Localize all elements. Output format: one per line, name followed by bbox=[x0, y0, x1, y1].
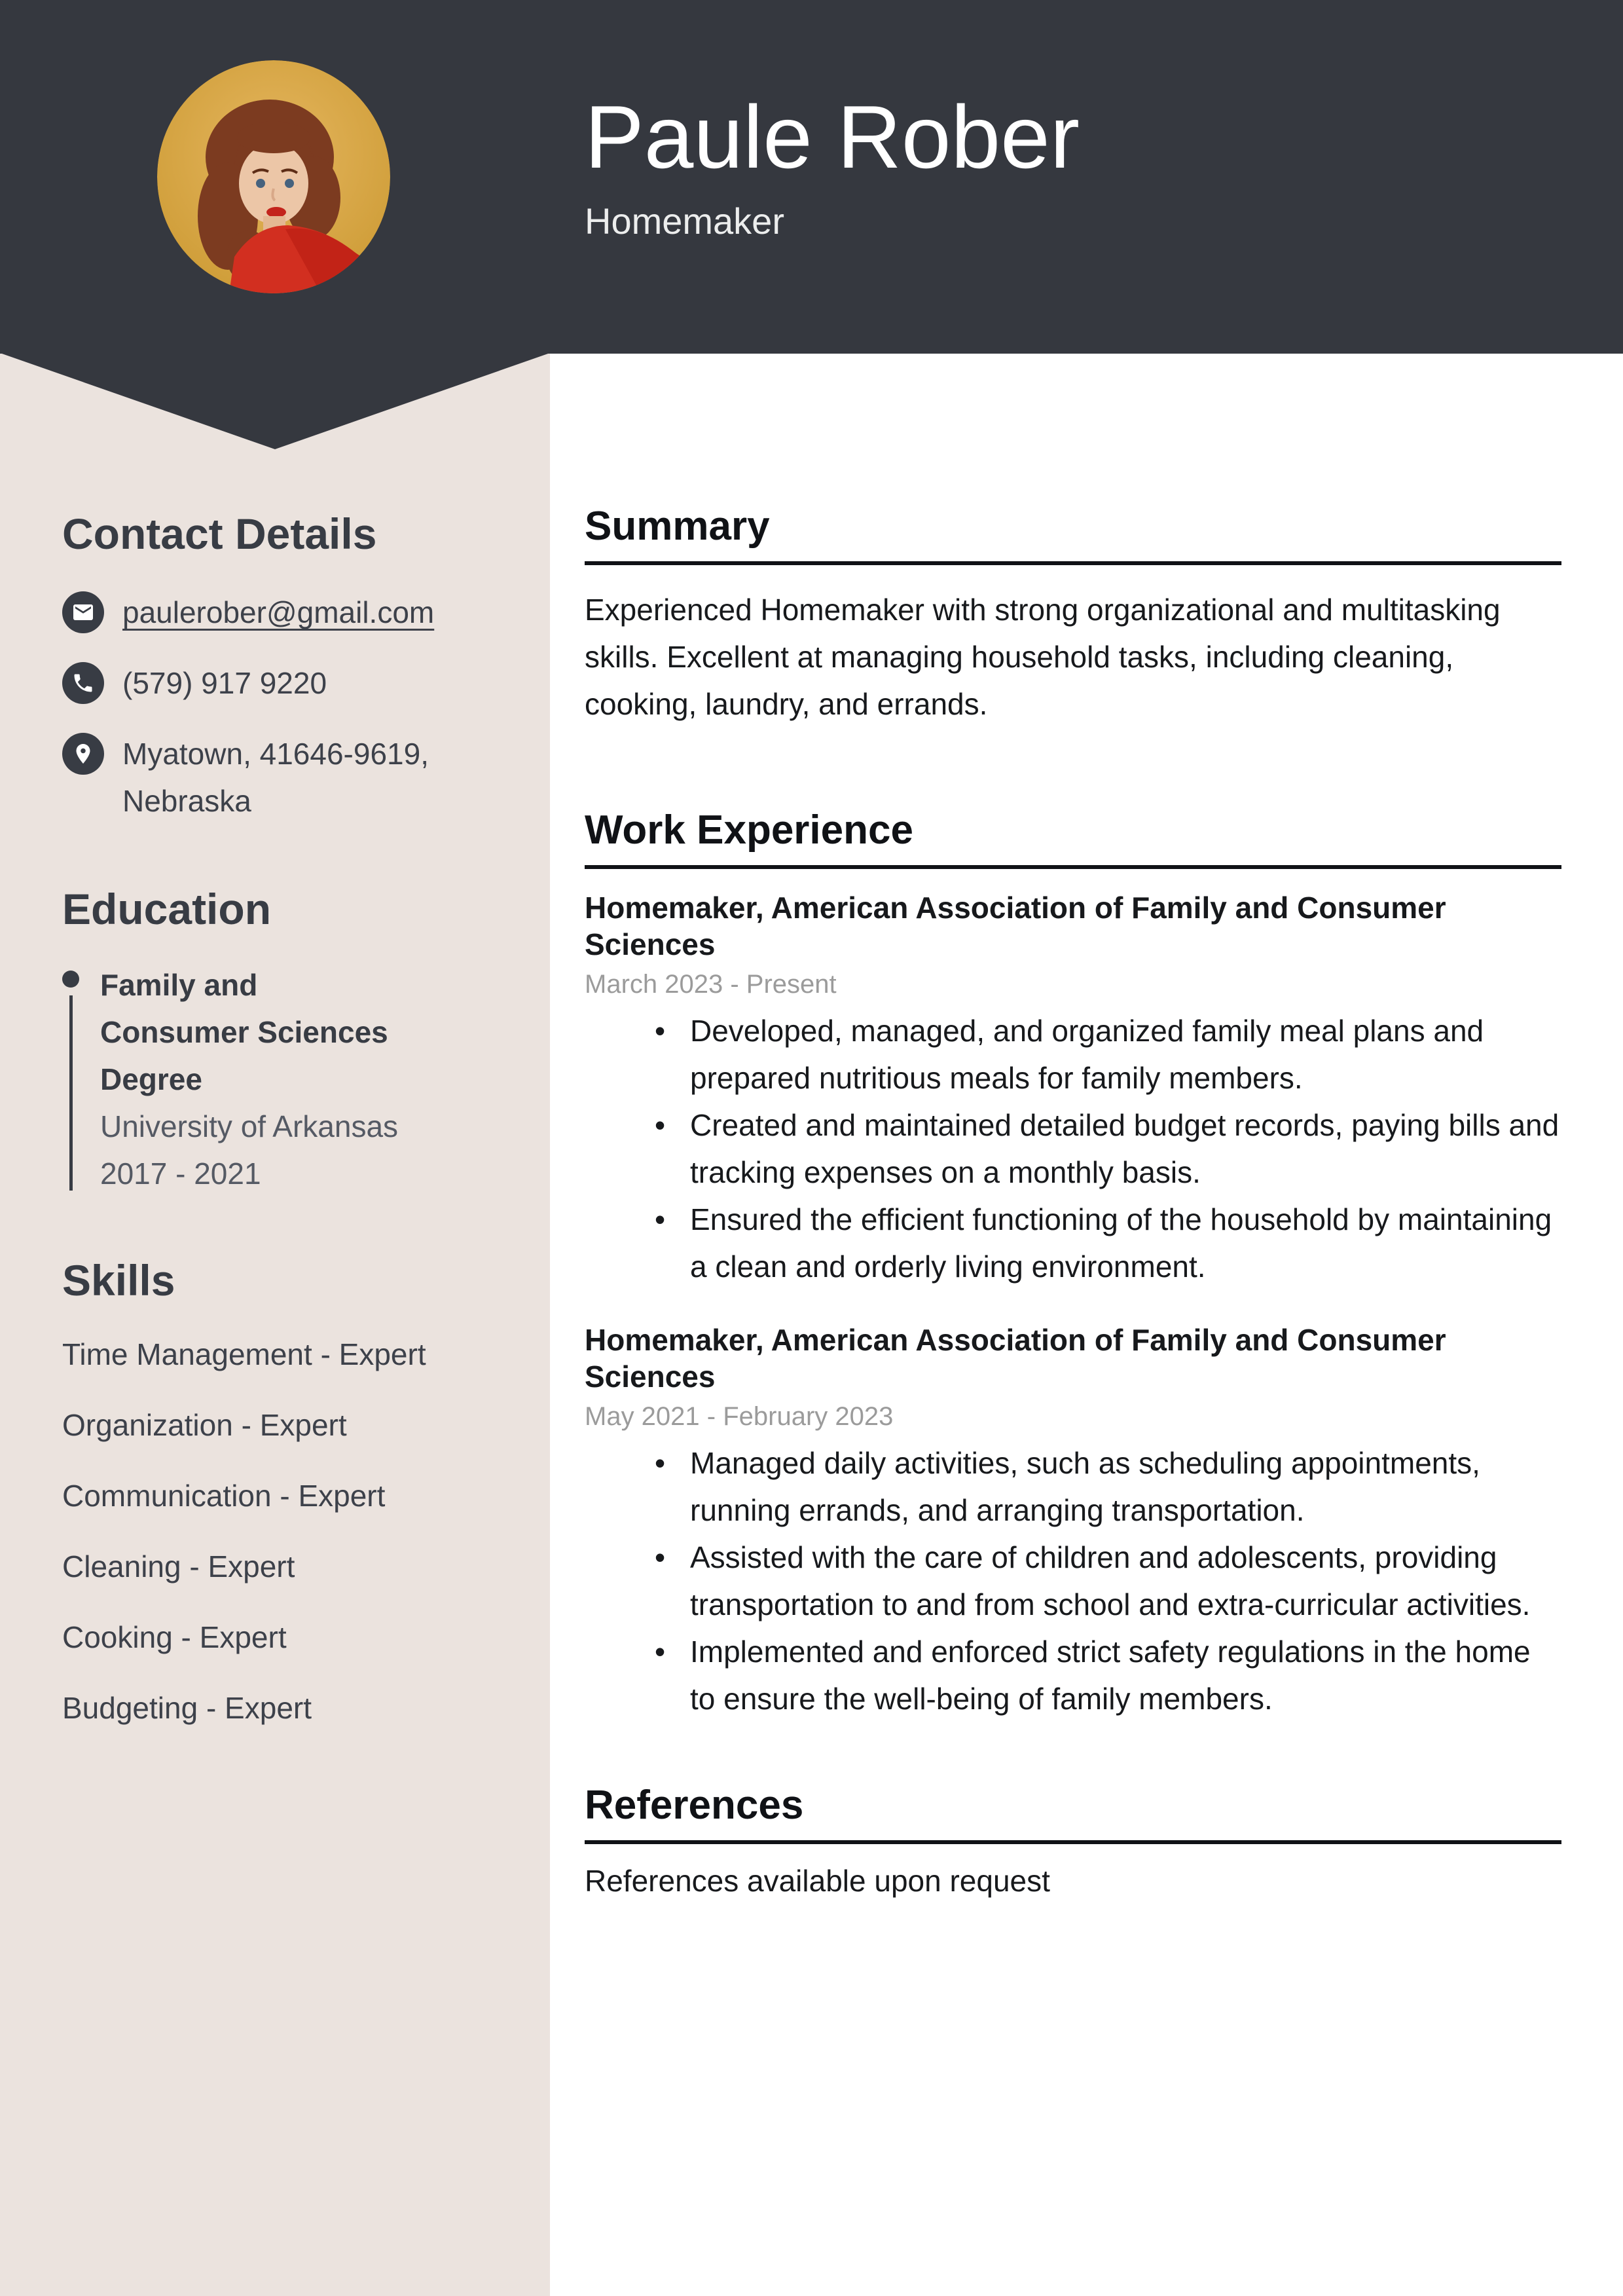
candidate-title: Homemaker bbox=[585, 200, 784, 242]
contact-heading: Contact Details bbox=[62, 509, 377, 558]
contact-location-row bbox=[62, 730, 511, 824]
job-bullet: • Managed daily activities, such as scheduling appointments, running errands, and arranging transportation. bbox=[585, 1439, 1561, 1534]
bullet-marker: • bbox=[655, 1540, 666, 1574]
job-title: Homemaker, American Association of Family and Consumer Sciences bbox=[585, 891, 1446, 961]
education-entry bbox=[62, 961, 511, 1197]
bullet-marker: • bbox=[655, 1635, 666, 1669]
skill-item: Budgeting - Expert bbox=[62, 1690, 312, 1725]
skills-section bbox=[62, 1255, 511, 1731]
timeline-bar bbox=[69, 995, 73, 1191]
contact-section bbox=[62, 508, 511, 824]
job-bullet-list bbox=[585, 1439, 1561, 1722]
job-bullet: • Created and maintained detailed budget records, paying bills and tracking expenses on a monthly basis. bbox=[585, 1102, 1561, 1196]
bullet-marker: • bbox=[655, 1202, 666, 1236]
bullet-marker: • bbox=[655, 1108, 666, 1142]
bullet-marker: • bbox=[655, 1446, 666, 1480]
job-bullet: • Implemented and enforced strict safety regulations in the home to ensure the well-being of family members. bbox=[585, 1628, 1561, 1722]
job-entry bbox=[585, 889, 1561, 1290]
skill-item: Communication - Expert bbox=[62, 1478, 386, 1513]
education-timeline bbox=[62, 961, 79, 1197]
phone-number: (579) 917 9220 bbox=[122, 666, 327, 701]
profile-photo bbox=[157, 60, 390, 293]
candidate-name: Paule Rober bbox=[585, 87, 1080, 187]
skills-heading: Skills bbox=[62, 1256, 175, 1305]
job-entry bbox=[585, 1322, 1561, 1722]
location-text bbox=[122, 730, 430, 824]
location-line-1: Myatown, 41646-9619, bbox=[122, 737, 429, 771]
summary-heading: Summary bbox=[585, 506, 1561, 565]
summary-section bbox=[585, 506, 1561, 728]
job-bullet: • Developed, managed, and organized family meal plans and prepared nutritious meals for family members. bbox=[585, 1007, 1561, 1102]
education-section bbox=[62, 883, 511, 1197]
skill-item: Cooking - Expert bbox=[62, 1620, 287, 1654]
references-section bbox=[585, 1785, 1561, 1904]
location-icon bbox=[62, 733, 104, 775]
education-heading: Education bbox=[62, 885, 272, 934]
main-content bbox=[550, 354, 1623, 2296]
header-identity bbox=[585, 84, 1080, 242]
job-bullet: • Assisted with the care of children and adolescents, providing transportation to and from school and extra-curricular activities. bbox=[585, 1534, 1561, 1628]
skill-item: Cleaning - Expert bbox=[62, 1549, 295, 1583]
phone-icon bbox=[62, 662, 104, 704]
contact-phone-row bbox=[62, 659, 511, 707]
skill-item: Organization - Expert bbox=[62, 1407, 347, 1442]
bullet-marker: • bbox=[655, 1014, 666, 1048]
location-line-2: Nebraska bbox=[122, 784, 251, 819]
email-icon bbox=[62, 591, 104, 633]
school-name: University of Arkansas bbox=[100, 1109, 399, 1144]
education-years: 2017 - 2021 bbox=[100, 1157, 261, 1191]
summary-text: Experienced Homemaker with strong organizational and multitasking skills. Excellent at managing household tasks, including cleaning, cooking, laundry, and errands. bbox=[585, 593, 1501, 721]
job-title: Homemaker, American Association of Family and Consumer Sciences bbox=[585, 1323, 1446, 1394]
sidebar bbox=[0, 354, 550, 2296]
job-bullet: • Ensured the efficient functioning of the household by maintaining a clean and orderly living environment. bbox=[585, 1196, 1561, 1290]
job-dates: March 2023 - Present bbox=[585, 970, 837, 999]
degree-name: Family and Consumer Sciences Degree bbox=[100, 968, 388, 1097]
references-heading: References bbox=[585, 1785, 1561, 1844]
references-text: References available upon request bbox=[585, 1864, 1050, 1898]
timeline-dot bbox=[62, 971, 79, 988]
email-link[interactable]: paulerober@gmail.com bbox=[122, 595, 435, 630]
education-details bbox=[100, 961, 408, 1197]
skill-item: Time Management - Expert bbox=[62, 1337, 426, 1371]
contact-email-row bbox=[62, 589, 511, 636]
work-experience-heading: Work Experience bbox=[585, 810, 1561, 869]
portrait-illustration bbox=[157, 60, 390, 293]
skills-list bbox=[62, 1331, 511, 1731]
job-bullet-list bbox=[585, 1007, 1561, 1290]
work-experience-section bbox=[585, 807, 1561, 1722]
job-dates: May 2021 - February 2023 bbox=[585, 1402, 894, 1431]
